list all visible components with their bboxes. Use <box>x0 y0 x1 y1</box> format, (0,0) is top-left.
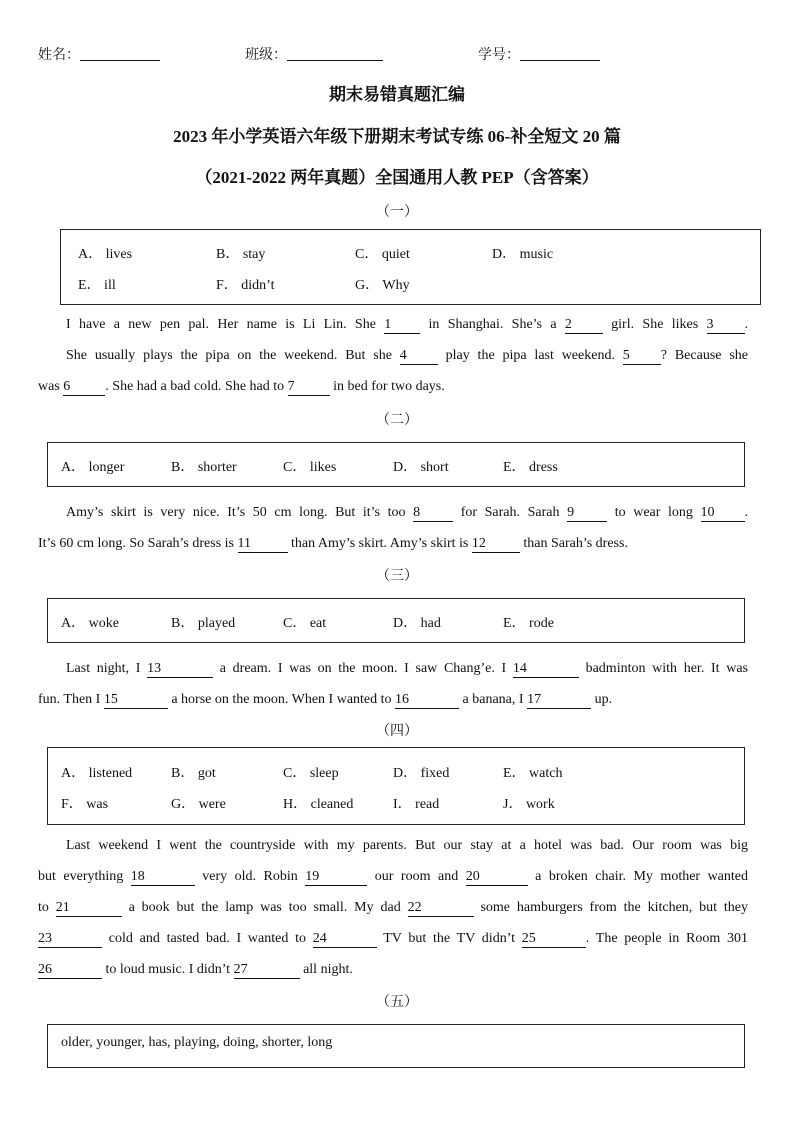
answer-blank[interactable]: 16 <box>395 692 459 709</box>
passage-line: 23 cold and tasted bad. I wanted to 24 TV but the TV didn’t 25 . The people in Room 301 <box>38 931 748 946</box>
passage-line: to 21 a book but the lamp was too small. My dad 22 some hamburgers from the kitchen, but they <box>38 900 749 915</box>
option: C． eat <box>283 616 327 631</box>
answer-blank[interactable]: 6 <box>63 379 105 396</box>
answer-blank[interactable]: 21 <box>56 900 122 917</box>
option: J． work <box>503 797 555 812</box>
answer-blank[interactable]: 7 <box>288 379 330 396</box>
answer-blank[interactable]: 10 <box>701 505 745 522</box>
option: B． stay <box>216 247 266 262</box>
answer-blank[interactable]: 11 <box>238 536 288 553</box>
title-line-1: 期末易错真题汇编 <box>329 85 465 104</box>
option: I． read <box>393 797 440 812</box>
answer-blank[interactable]: 26 <box>38 962 102 979</box>
answer-blank[interactable]: 15 <box>104 692 168 709</box>
answer-blank[interactable]: 24 <box>313 931 377 948</box>
passage-line: Last night, I 13 a dream. I was on the moon. I saw Chang’e. I 14 badminton with her. It was <box>66 661 749 676</box>
answer-blank[interactable]: 1 <box>384 317 420 334</box>
section-2-passage <box>38 497 748 559</box>
section-3-number: （三） <box>376 569 418 584</box>
option: F． was <box>61 797 109 812</box>
option: E． dress <box>503 460 558 475</box>
passage-line: She usually plays the pipa on the weekend. But she 4 play the pipa last weekend. 5 ? Because she <box>66 348 748 363</box>
passage-line: Amy’s skirt is very nice. It’s 50 cm long. But it’s too 8 for Sarah. Sarah 9 to wear long 10 . <box>66 505 748 520</box>
answer-blank[interactable]: 14 <box>513 661 579 678</box>
section-2-number: （二） <box>376 413 418 428</box>
answer-blank[interactable]: 17 <box>527 692 591 709</box>
section-5-number: （五） <box>376 995 418 1010</box>
option: A． listened <box>61 766 133 781</box>
word-list: older, younger, has, playing, doing, shorter, long <box>61 1035 333 1050</box>
answer-blank[interactable]: 22 <box>408 900 474 917</box>
option: G． Why <box>355 278 410 293</box>
passage-line: but everything 18 very old. Robin 19 our room and 20 a broken chair. My mother wanted <box>38 869 749 884</box>
option: C． quiet <box>355 247 410 262</box>
class-field: 班级： <box>245 44 383 64</box>
answer-blank[interactable]: 27 <box>234 962 300 979</box>
answer-blank[interactable]: 12 <box>472 536 520 553</box>
answer-blank[interactable]: 23 <box>38 931 102 948</box>
answer-blank[interactable]: 3 <box>707 317 745 334</box>
option: E． rode <box>503 616 554 631</box>
answer-blank[interactable]: 2 <box>565 317 603 334</box>
option: F． didn’t <box>216 278 275 293</box>
section-4-number: （四） <box>376 724 418 739</box>
option: A． longer <box>61 460 125 475</box>
section-4-word-box <box>47 747 745 825</box>
section-3-passage <box>38 653 748 715</box>
passage-line: 26 to loud music. I didn’t 27 all night. <box>38 962 353 977</box>
section-1-word-box <box>60 229 761 305</box>
answer-blank[interactable]: 20 <box>466 869 528 886</box>
option: A． lives <box>78 247 133 262</box>
passage-line: was 6 . She had a bad cold. She had to 7 in bed for two days. <box>38 379 445 394</box>
section-3-word-box <box>47 598 745 643</box>
answer-blank[interactable]: 5 <box>623 348 661 365</box>
student-info-line <box>38 44 758 66</box>
option: D． short <box>393 460 449 475</box>
option: H． cleaned <box>283 797 354 812</box>
title-line-2: 2023 年小学英语六年级下册期末考试专练 06-补全短文 20 篇 <box>173 127 621 146</box>
number-blank[interactable] <box>520 46 600 61</box>
name-blank[interactable] <box>80 46 160 61</box>
answer-blank[interactable]: 8 <box>413 505 453 522</box>
option: B． shorter <box>171 460 237 475</box>
option: E． ill <box>78 278 116 293</box>
section-2-word-box <box>47 442 745 487</box>
option: G． were <box>171 797 226 812</box>
section-1-passage <box>38 309 748 402</box>
option: D． had <box>393 616 441 631</box>
passage-line: Last weekend I went the countryside with my parents. But our stay at a hotel was bad. Our room was big <box>66 838 748 853</box>
answer-blank[interactable]: 19 <box>305 869 367 886</box>
section-1-number: （一） <box>376 205 418 220</box>
option: C． likes <box>283 460 337 475</box>
answer-blank[interactable]: 13 <box>147 661 213 678</box>
option: D． fixed <box>393 766 450 781</box>
number-field: 学号： <box>478 44 600 64</box>
answer-blank[interactable]: 4 <box>400 348 438 365</box>
option: C． sleep <box>283 766 339 781</box>
passage-line: It’s 60 cm long. So Sarah’s dress is 11 than Amy’s skirt. Amy’s skirt is 12 than Sarah’s dress. <box>38 536 628 551</box>
answer-blank[interactable]: 25 <box>522 931 586 948</box>
passage-line: fun. Then I 15 a horse on the moon. When I wanted to 16 a banana, I 17 up. <box>38 692 613 707</box>
answer-blank[interactable]: 9 <box>567 505 607 522</box>
title-line-3: （2021-2022 两年真题）全国通用人教 PEP（含答案） <box>195 168 599 187</box>
option: A． woke <box>61 616 119 631</box>
option: B． played <box>171 616 236 631</box>
answer-blank[interactable]: 18 <box>131 869 195 886</box>
section-5-word-box <box>47 1024 745 1068</box>
option: D． music <box>492 247 554 262</box>
class-blank[interactable] <box>287 46 383 61</box>
option: B． got <box>171 766 216 781</box>
name-field: 姓名： <box>38 44 160 64</box>
option: E． watch <box>503 766 563 781</box>
passage-line: I have a new pen pal. Her name is Li Lin. She 1 in Shanghai. She’s a 2 girl. She likes 3 . <box>66 317 748 332</box>
section-4-passage <box>38 830 748 985</box>
